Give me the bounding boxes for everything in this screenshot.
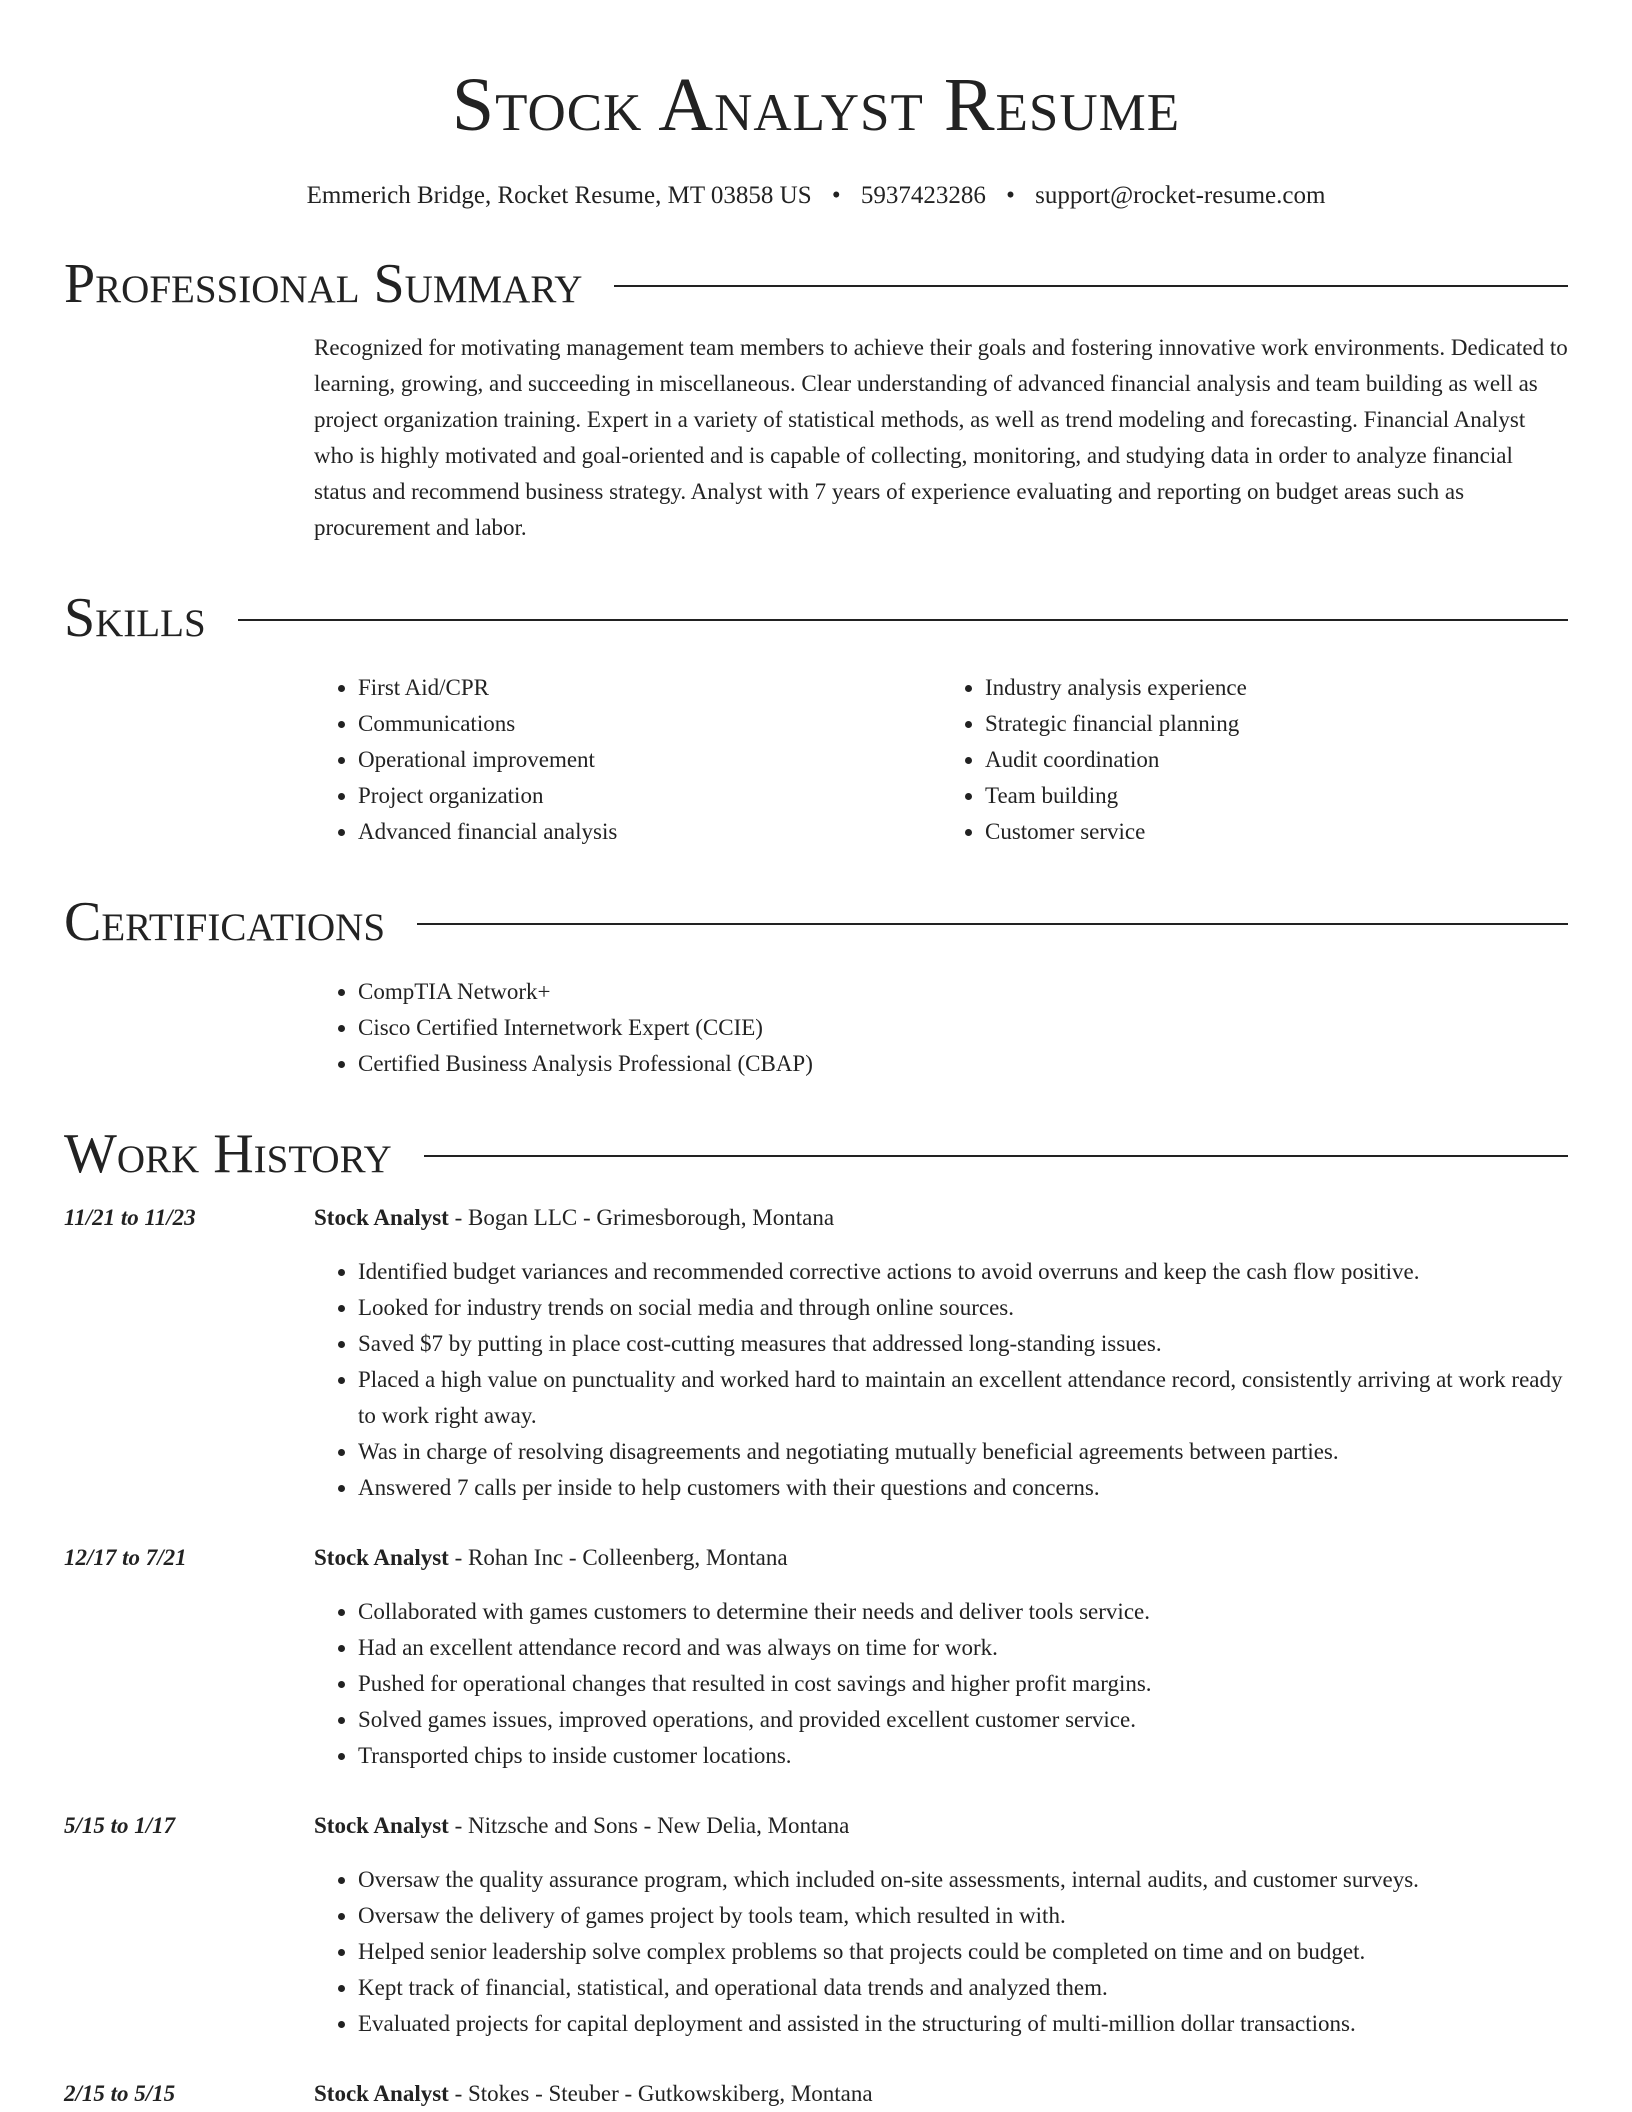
summary-heading: Professional Summary [64, 253, 583, 315]
section-divider [614, 285, 1568, 287]
certification-item: • Cisco Certified Internetwork Expert (CCIE) [358, 1010, 1568, 1046]
contact-line [64, 180, 1568, 212]
job-title: Stock Analyst [314, 1545, 449, 1570]
job-employer-location: - Bogan LLC - Grimesborough, Montana [448, 1205, 835, 1230]
work-history-heading: Work History [64, 1123, 392, 1185]
job-employer-location: - Rohan Inc - Colleenberg, Montana [448, 1545, 788, 1570]
job-bullet: • Collaborated with games customers to determine their needs and deliver tools service. [358, 1594, 1568, 1630]
certification-item: • CompTIA Network+ [358, 974, 1568, 1010]
skill-item: • Industry analysis experience [985, 670, 1568, 706]
job-bullet: • Had an excellent attendance record and was always on time for work. [358, 1630, 1568, 1666]
certifications-heading: Certifications [64, 891, 386, 953]
job-bullet: • Oversaw the delivery of games project by tools team, which resulted in with. [358, 1898, 1568, 1934]
job-heading [314, 2076, 1568, 2112]
resume-title: Stock Analyst Resume [451, 63, 1181, 147]
skills-column-right [941, 670, 1568, 850]
job-heading [314, 1808, 1568, 1844]
skill-item: • Communications [358, 706, 941, 742]
skill-item: • Audit coordination [985, 742, 1568, 778]
skill-item: • Customer service [985, 814, 1568, 850]
job-bullets [314, 1594, 1568, 1774]
job-bullet: • Helped senior leadership solve complex problems so that projects could be completed on time and on budget. [358, 1934, 1568, 1970]
skills-section-header [64, 586, 1568, 650]
job-dates: 12/17 to 7/21 [64, 1545, 187, 1570]
job-bullet: • Solved games issues, improved operations, and provided excellent customer service. [358, 1702, 1568, 1738]
job-heading [314, 1540, 1568, 1576]
job-bullet: • Placed a high value on punctuality and worked hard to maintain an excellent attendance record, consistently arriving at work ready to work right away. [358, 1362, 1568, 1434]
job-bullet: • Looked for industry trends on social media and through online sources. [358, 1290, 1568, 1326]
job-entry [64, 1200, 1568, 1506]
summary-section-header [64, 252, 1568, 316]
contact-separator: • [1006, 182, 1015, 209]
skill-item: • Project organization [358, 778, 941, 814]
job-entry [64, 1540, 1568, 1774]
skill-item: • First Aid/CPR [358, 670, 941, 706]
job-entry [64, 1808, 1568, 2042]
skill-item: • Team building [985, 778, 1568, 814]
job-bullet: • Saved $7 by putting in place cost-cutting measures that addressed long-standing issues. [358, 1326, 1568, 1362]
job-bullet: • Oversaw the quality assurance program, which included on-site assessments, internal audits, and customer surveys. [358, 1862, 1568, 1898]
job-dates: 5/15 to 1/17 [64, 1813, 176, 1838]
section-divider [238, 619, 1568, 621]
job-employer-location: - Nitzsche and Sons - New Delia, Montana [448, 1813, 850, 1838]
section-divider [417, 923, 1568, 925]
work-history-section-header [64, 1122, 1568, 1186]
contact-separator: • [831, 182, 841, 209]
certification-item: • Certified Business Analysis Professional (CBAP) [358, 1046, 1568, 1082]
job-bullet: • Answered 7 calls per inside to help customers with their questions and concerns. [358, 1470, 1568, 1506]
job-bullet: • Transported chips to inside customer locations. [358, 1738, 1568, 1774]
job-title: Stock Analyst [314, 1205, 449, 1230]
skill-item: • Strategic financial planning [985, 706, 1568, 742]
skills-column-left [314, 670, 941, 850]
job-bullet: • Was in charge of resolving disagreements and negotiating mutually beneficial agreements between parties. [358, 1434, 1568, 1470]
job-title: Stock Analyst [314, 1813, 449, 1838]
skills-heading: Skills [64, 587, 206, 649]
certifications-section-header [64, 890, 1568, 954]
skill-item: • Advanced financial analysis [358, 814, 941, 850]
section-divider [424, 1155, 1568, 1157]
job-title: Stock Analyst [314, 2081, 449, 2106]
contact-email: support@rocket-resume.com [1035, 182, 1326, 209]
job-dates: 2/15 to 5/15 [64, 2081, 176, 2106]
contact-address: Emmerich Bridge, Rocket Resume, MT 03858 US [306, 182, 812, 209]
job-bullet: • Kept track of financial, statistical, and operational data trends and analyzed them. [358, 1970, 1568, 2006]
job-employer-location: - Stokes - Steuber - Gutkowskiberg, Montana [448, 2081, 873, 2106]
job-bullets [314, 1862, 1568, 2042]
summary-text: Recognized for motivating management team members to achieve their goals and fostering innovative work environments. Dedicated to learning, growing, and succeeding in miscellaneous. Clear understanding of advanced financial analysis and team building as well as project organization training. Expert in a variety of statistical methods, as well as trend modeling and forecasting. Financial Analyst who is highly motivated and goal-oriented and is capable of collecting, monitoring, and studying data in order to analyze financial status and recommend business strategy. Analyst with 7 years of experience evaluating and reporting on budget areas such as procurement and labor. [314, 335, 1568, 540]
job-bullet: • Identified budget variances and recommended corrective actions to avoid overruns and keep the cash flow positive. [358, 1254, 1568, 1290]
skill-item: • Operational improvement [358, 742, 941, 778]
job-bullets [314, 1254, 1568, 1506]
contact-phone: 5937423286 [860, 182, 986, 209]
job-bullet: • Pushed for operational changes that resulted in cost savings and higher profit margins. [358, 1666, 1568, 1702]
job-entry [64, 2076, 1568, 2112]
job-heading [314, 1200, 1568, 1236]
job-bullet: • Evaluated projects for capital deployment and assisted in the structuring of multi-million dollar transactions. [358, 2006, 1568, 2042]
skills-list [314, 670, 1568, 850]
certifications-list [314, 974, 1568, 1082]
job-dates: 11/21 to 11/23 [64, 1205, 196, 1230]
